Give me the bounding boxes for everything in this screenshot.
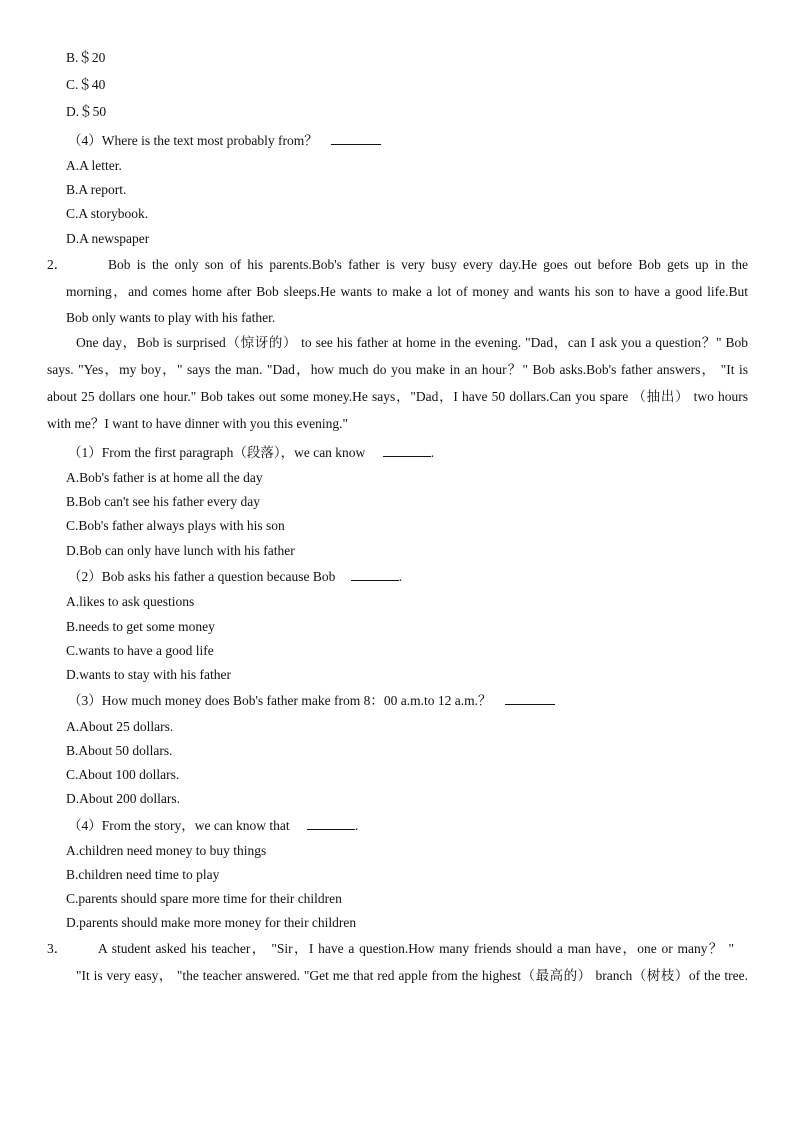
answer-blank[interactable]	[307, 817, 355, 830]
question-number: 2．	[47, 257, 68, 272]
stem-period: .	[430, 445, 435, 460]
option-d: D.A newspaper	[66, 231, 150, 246]
option-d: D.＄50	[66, 104, 107, 119]
question-stem-text: （2）Bob asks his father a question because Bob	[68, 569, 336, 584]
option-c: C.Bob's father always plays with his son	[66, 518, 285, 533]
passage-line: morning，and comes home after Bob sleeps.He wants to make a lot of money and wants his son to have a good life.But	[66, 284, 748, 299]
passage-line: says. "Yes，my boy，" says the man. "Dad，how much do you make in an hour？" Bob asks.Bob's father answers， "It is	[47, 362, 748, 377]
option-d: D.About 200 dollars.	[66, 791, 180, 806]
stem-period: .	[398, 569, 403, 584]
option-c: C.parents should spare more time for their children	[66, 891, 342, 906]
option-d: D.parents should make more money for their children	[66, 915, 357, 930]
passage-line: One day，Bob is surprised（惊讶的） to see his father at home in the evening. "Dad，can I ask you a question？" Bob	[76, 335, 748, 350]
option-b: B.Bob can't see his father every day	[66, 494, 260, 509]
answer-blank[interactable]	[351, 568, 399, 581]
passage-line: about 25 dollars one hour." Bob takes out some money.He says，"Dad，I have 50 dollars.Can you spare （抽出） two hours	[47, 389, 748, 404]
option-a: A.Bob's father is at home all the day	[66, 470, 263, 485]
passage-line: "It is very easy， "the teacher answered. "Get me that red apple from the highest（最高的） branch（树枝）of the tree.	[76, 968, 748, 983]
option-a: A.About 25 dollars.	[66, 719, 174, 734]
option-c: C.About 100 dollars.	[66, 767, 180, 782]
passage-line: Bob is the only son of his parents.Bob's father is very busy every day.He goes out before Bob gets up in the	[108, 257, 748, 272]
option-b: B.＄20	[66, 50, 106, 65]
answer-blank[interactable]	[383, 444, 431, 457]
question-stem-text: （1）From the first paragraph（段落），we can know	[68, 445, 366, 460]
option-d: D.Bob can only have lunch with his father	[66, 543, 295, 558]
option-b: B.needs to get some money	[66, 619, 215, 634]
option-b: B.children need time to play	[66, 867, 220, 882]
answer-blank[interactable]	[505, 692, 555, 705]
question-stem	[68, 568, 402, 585]
option-c: C.wants to have a good life	[66, 643, 214, 658]
answer-blank[interactable]	[331, 132, 381, 145]
option-a: A.children need money to buy things	[66, 843, 267, 858]
stem-period: .	[354, 818, 359, 833]
question-stem	[68, 444, 434, 461]
question-stem	[68, 817, 358, 834]
question-stem-text: （4）Where is the text most probably from？	[68, 133, 318, 148]
passage-line: A student asked his teacher， "Sir，I have a question.How many friends should a man have，one or many？ "	[98, 941, 734, 956]
option-d: D.wants to stay with his father	[66, 667, 231, 682]
passage-line: with me？I want to have dinner with you this evening."	[47, 416, 348, 431]
passage-line: Bob only wants to play with his father.	[66, 310, 276, 325]
question-stem	[68, 132, 381, 149]
question-stem-text: （4）From the story，we can know that	[68, 818, 290, 833]
option-c: C.＄40	[66, 77, 106, 92]
option-b: B.About 50 dollars.	[66, 743, 173, 758]
question-number: 3．	[47, 941, 68, 956]
option-a: A.likes to ask questions	[66, 594, 195, 609]
option-a: A.A letter.	[66, 158, 122, 173]
question-stem	[68, 692, 555, 709]
option-b: B.A report.	[66, 182, 127, 197]
option-c: C.A storybook.	[66, 206, 149, 221]
question-stem-text: （3）How much money does Bob's father make from 8：00 a.m.to 12 a.m.？	[68, 693, 492, 708]
